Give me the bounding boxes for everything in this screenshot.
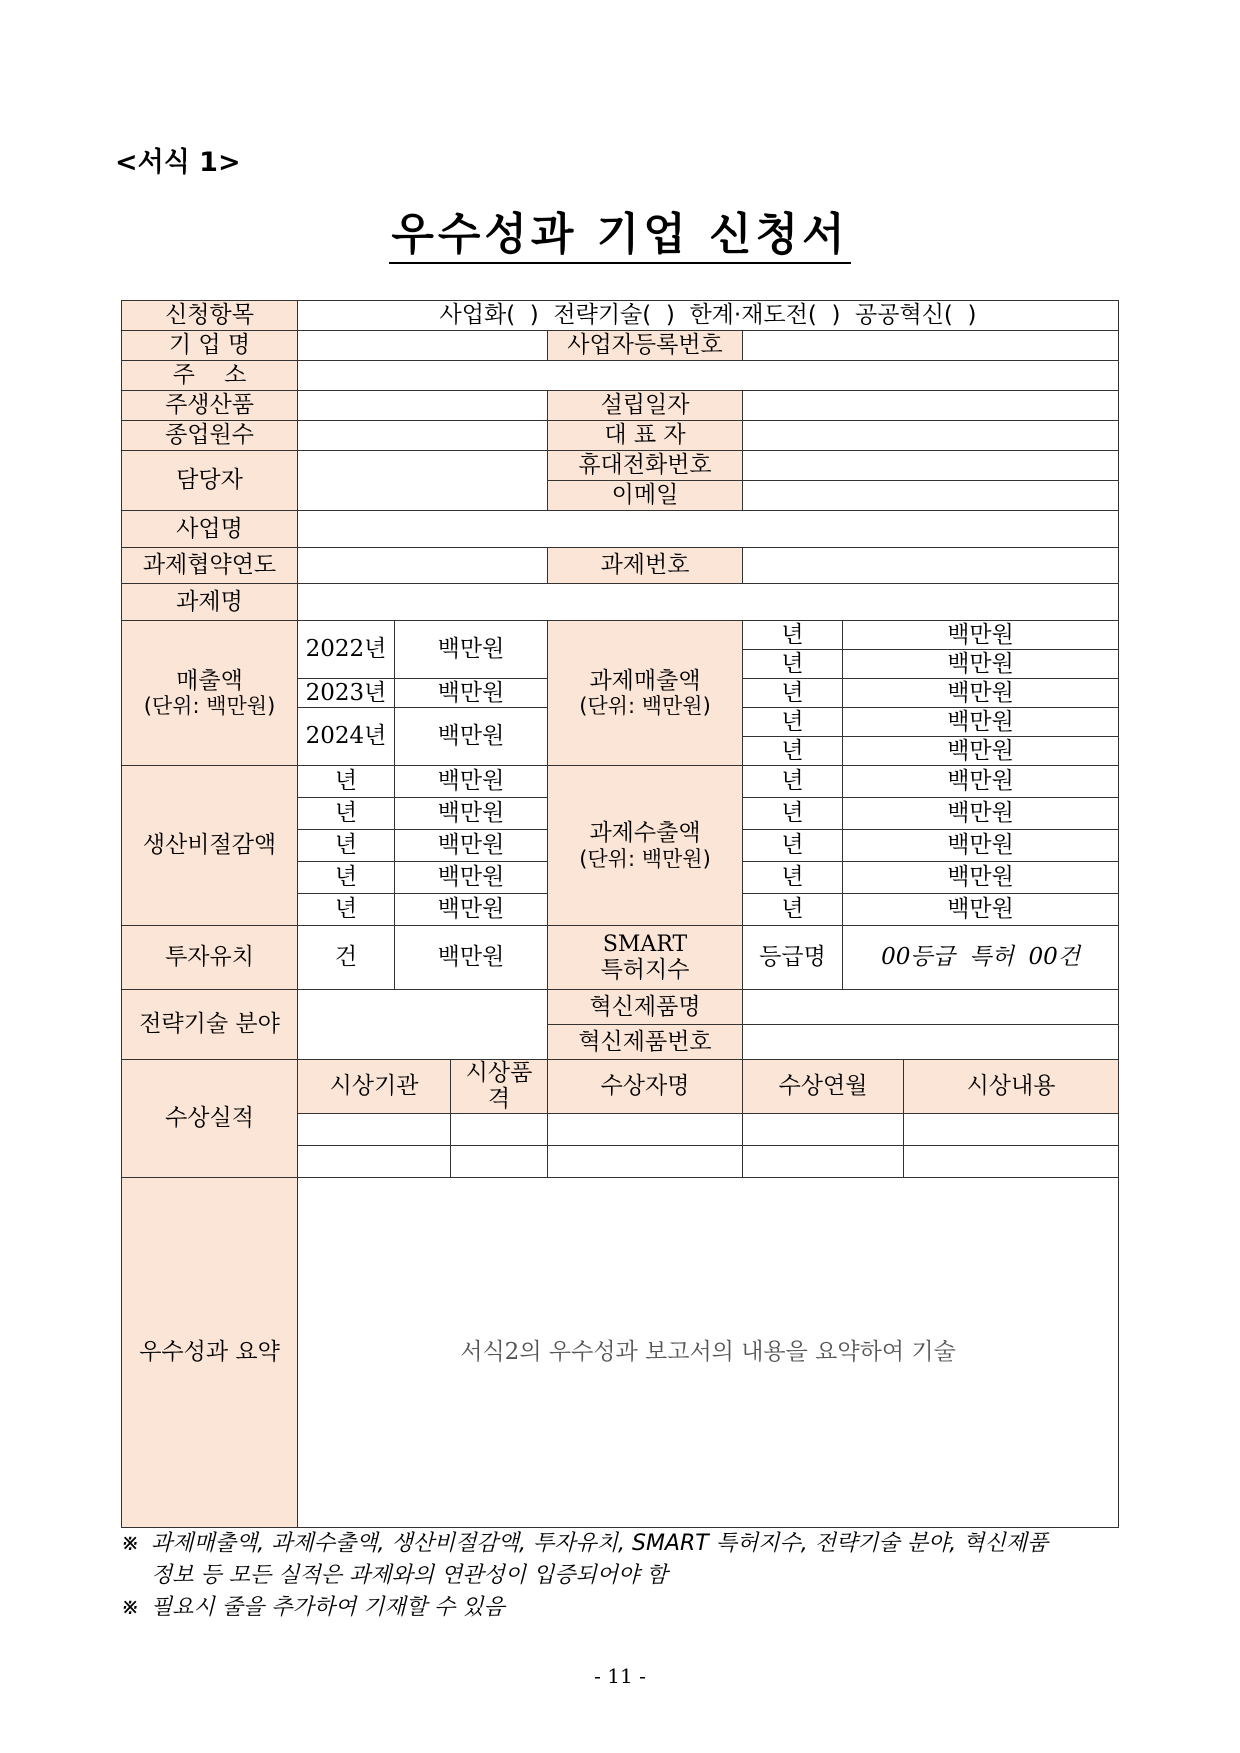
unit-text: 백만원	[947, 621, 1014, 648]
note-mark: ※	[121, 1595, 140, 1620]
footnote-1-line-2: 정보 등 모든 실적은 과제와의 연관성이 입증되어야 함	[151, 1563, 668, 1588]
contract-year-field[interactable]	[298, 548, 548, 584]
main-product-label: 주생산품	[122, 391, 298, 421]
employees-row	[122, 421, 1119, 451]
employees-label: 종업원수	[122, 421, 298, 451]
summary-row	[122, 1177, 1119, 1527]
footnote-1	[121, 1528, 1131, 1560]
sales-unit: (단위: 백만원)	[143, 694, 276, 719]
grade-label: 등급명	[743, 926, 843, 990]
year-suffix: 년	[334, 800, 358, 827]
unit-text: 백만원	[437, 944, 505, 971]
strategy-row-1	[122, 990, 1119, 1025]
strategy-label: 전략기술 분야	[122, 990, 298, 1060]
ceo-label: 대 표 자	[548, 421, 743, 451]
company-row	[122, 331, 1119, 361]
investment-count[interactable]	[298, 926, 395, 990]
category-label: 신청항목	[122, 301, 298, 331]
unit-text: 백만원	[437, 864, 505, 891]
founding-date-label: 설립일자	[548, 391, 743, 421]
unit-text: 백만원	[437, 832, 505, 859]
investment-row	[122, 926, 1119, 990]
year-suffix: 년	[334, 864, 358, 891]
contract-year-label: 과제협약연도	[122, 548, 298, 584]
export-year-3[interactable]	[743, 830, 843, 862]
founding-date-field[interactable]	[743, 391, 1119, 421]
sales-2024-amount[interactable]	[395, 708, 548, 766]
award-1-winner[interactable]	[548, 1113, 743, 1145]
unit-text: 백만원	[947, 896, 1014, 923]
sales-year-2024: 2024년	[298, 708, 395, 766]
export-year-5[interactable]	[743, 894, 843, 926]
unit-text: 백만원	[947, 800, 1014, 827]
footnote-2-text: 필요시 줄을 추가하여 기재할 수 있음	[151, 1595, 505, 1620]
innovation-number-label: 혁신제품번호	[548, 1025, 743, 1060]
year-suffix: 년	[781, 650, 804, 677]
year-suffix: 년	[781, 679, 804, 706]
category-row	[122, 301, 1119, 331]
sales-year-2022: 2022년	[298, 621, 395, 679]
award-2-grade[interactable]	[451, 1145, 548, 1177]
task-sales-year-4[interactable]	[743, 708, 843, 737]
cost-year-1[interactable]	[298, 766, 395, 798]
year-suffix: 년	[781, 768, 804, 795]
export-year-1[interactable]	[743, 766, 843, 798]
cost-saving-label: 생산비절감액	[122, 766, 298, 926]
export-amount-5[interactable]	[843, 894, 1119, 926]
innovation-number-field[interactable]	[743, 1025, 1119, 1060]
grade-value[interactable]: 00등급 특허 00건	[843, 926, 1119, 990]
contact-label: 담당자	[122, 451, 298, 511]
form-label: <서식 1>	[115, 147, 241, 178]
sales-label-cell	[122, 621, 298, 766]
footnote-1-line-1: 과제매출액, 과제수출액, 생산비절감액, 투자유치, SMART 특허지수, 전략기술 분야, 혁신제품	[151, 1531, 1049, 1556]
export-year-2[interactable]	[743, 798, 843, 830]
sales-2022-amount[interactable]	[395, 621, 548, 679]
summary-field[interactable]: 서식2의 우수성과 보고서의 내용을 요약하여 기술	[298, 1177, 1119, 1527]
task-sales-label: 과제매출액	[589, 667, 701, 694]
year-suffix: 년	[781, 737, 804, 764]
task-name-field[interactable]	[298, 584, 1119, 621]
cost-year-3[interactable]	[298, 830, 395, 862]
sales-2023-amount[interactable]	[395, 679, 548, 708]
task-export-label-cell	[548, 766, 743, 926]
email-label: 이메일	[548, 481, 743, 511]
footnote-2	[121, 1592, 1131, 1624]
task-name-row	[122, 584, 1119, 621]
awards-col-content: 시상내용	[904, 1060, 1119, 1114]
contact-field[interactable]	[298, 451, 548, 511]
cost-amount-3[interactable]	[395, 830, 548, 862]
smart-label-2: 특허지수	[600, 956, 690, 983]
business-reg-label: 사업자등록번호	[548, 331, 743, 361]
sales-label: 매출액	[176, 667, 243, 694]
cost-year-5[interactable]	[298, 894, 395, 926]
task-name-label: 과제명	[122, 584, 298, 621]
task-number-label: 과제번호	[548, 548, 743, 584]
cost-amount-1[interactable]	[395, 766, 548, 798]
award-2-content[interactable]	[904, 1145, 1119, 1177]
cost-amount-5[interactable]	[395, 894, 548, 926]
footnotes	[121, 1528, 1131, 1624]
unit-text: 백만원	[947, 679, 1014, 706]
task-sales-year-5[interactable]	[743, 737, 843, 766]
contact-row-1	[122, 451, 1119, 481]
page-number: - 11 -	[594, 1664, 646, 1688]
business-name-row	[122, 511, 1119, 548]
year-suffix: 년	[334, 768, 358, 795]
task-sales-label-cell	[548, 621, 743, 766]
address-label: 주 소	[122, 361, 298, 391]
cost-amount-4[interactable]	[395, 862, 548, 894]
year-suffix: 년	[334, 896, 358, 923]
task-sales-amount-3[interactable]	[843, 679, 1119, 708]
task-number-field[interactable]	[743, 548, 1119, 584]
task-sales-amount-4[interactable]	[843, 708, 1119, 737]
export-year-4[interactable]	[743, 862, 843, 894]
award-1-org[interactable]	[298, 1113, 451, 1145]
task-sales-amount-2[interactable]	[843, 650, 1119, 679]
year-suffix: 년	[781, 800, 804, 827]
category-options[interactable]: 사업화( ) 전략기술( ) 한계·재도전( ) 공공혁신( )	[298, 301, 1119, 331]
task-sales-year-2[interactable]	[743, 650, 843, 679]
task-sales-year-3[interactable]	[743, 679, 843, 708]
document-title	[0, 198, 1240, 262]
year-suffix: 년	[334, 832, 358, 859]
unit-text: 백만원	[437, 679, 505, 706]
year-suffix: 년	[781, 864, 804, 891]
strategy-field[interactable]	[298, 990, 548, 1060]
year-suffix: 년	[781, 832, 804, 859]
unit-text: 백만원	[947, 768, 1014, 795]
main-product-field[interactable]	[298, 391, 548, 421]
export-amount-2[interactable]	[843, 798, 1119, 830]
award-1-content[interactable]	[904, 1113, 1119, 1145]
company-label: 기 업 명	[122, 331, 298, 361]
task-sales-amount-1[interactable]	[843, 621, 1119, 650]
innovation-product-label: 혁신제품명	[548, 990, 743, 1025]
year-suffix: 년	[781, 708, 804, 735]
application-form-table	[121, 300, 1119, 1528]
contract-year-row	[122, 548, 1119, 584]
unit-text: 백만원	[947, 737, 1014, 764]
unit-text: 백만원	[437, 723, 505, 750]
business-name-field[interactable]	[298, 511, 1119, 548]
awards-label: 수상실적	[122, 1060, 298, 1178]
awards-col-winner: 수상자명	[548, 1060, 743, 1114]
export-amount-4[interactable]	[843, 862, 1119, 894]
task-sales-unit: (단위: 백만원)	[579, 694, 711, 719]
year-suffix: 년	[781, 621, 804, 648]
unit-text: 백만원	[947, 708, 1014, 735]
unit-text: 백만원	[947, 864, 1014, 891]
unit-text: 백만원	[437, 800, 505, 827]
business-name-label: 사업명	[122, 511, 298, 548]
unit-text: 백만원	[947, 832, 1014, 859]
year-suffix: 년	[781, 896, 804, 923]
awards-col-date: 수상연월	[743, 1060, 904, 1114]
award-1-date[interactable]	[743, 1113, 904, 1145]
cost-year-2[interactable]	[298, 798, 395, 830]
investment-label: 투자유치	[122, 926, 298, 990]
export-amount-3[interactable]	[843, 830, 1119, 862]
cost-row-1	[122, 766, 1119, 798]
task-export-unit: (단위: 백만원)	[579, 846, 711, 871]
cost-year-4[interactable]	[298, 862, 395, 894]
task-export-label: 과제수출액	[589, 820, 701, 847]
investment-amount[interactable]	[395, 926, 548, 990]
awards-col-grade: 시상품격	[451, 1060, 548, 1114]
business-reg-field[interactable]	[743, 331, 1119, 361]
address-field[interactable]	[298, 361, 1119, 391]
smart-label-cell	[548, 926, 743, 990]
award-2-date[interactable]	[743, 1145, 904, 1177]
awards-header-row	[122, 1060, 1119, 1114]
summary-label: 우수성과 요약	[122, 1177, 298, 1527]
employees-field[interactable]	[298, 421, 548, 451]
unit-text: 백만원	[437, 768, 505, 795]
task-sales-amount-5[interactable]	[843, 737, 1119, 766]
mobile-label: 휴대전화번호	[548, 451, 743, 481]
award-2-winner[interactable]	[548, 1145, 743, 1177]
unit-text: 백만원	[437, 636, 505, 663]
address-row	[122, 361, 1119, 391]
note-mark: ※	[121, 1531, 140, 1556]
product-row	[122, 391, 1119, 421]
email-field[interactable]	[743, 481, 1119, 511]
unit-text: 백만원	[437, 896, 505, 923]
award-1-grade[interactable]	[451, 1113, 548, 1145]
awards-col-org: 시상기관	[298, 1060, 451, 1114]
task-sales-year-1[interactable]	[743, 621, 843, 650]
innovation-product-field[interactable]	[743, 990, 1119, 1025]
export-amount-1[interactable]	[843, 766, 1119, 798]
ceo-field[interactable]	[743, 421, 1119, 451]
count-unit: 건	[334, 944, 358, 971]
unit-text: 백만원	[947, 650, 1014, 677]
cost-amount-2[interactable]	[395, 798, 548, 830]
document-title-text: 우수성과 기업 신청서	[389, 209, 850, 264]
smart-label-1: SMART	[602, 931, 688, 957]
company-field[interactable]	[298, 331, 548, 361]
mobile-field[interactable]	[743, 451, 1119, 481]
sales-row-1	[122, 621, 1119, 650]
sales-year-2023: 2023년	[298, 679, 395, 708]
award-2-org[interactable]	[298, 1145, 451, 1177]
